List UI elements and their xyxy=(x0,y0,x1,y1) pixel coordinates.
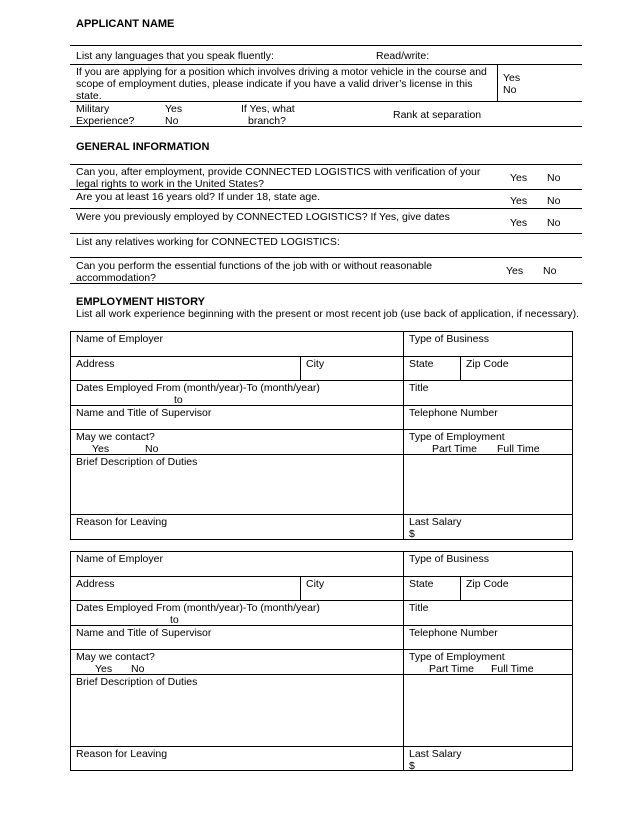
reason-leaving-field[interactable]: Reason for Leaving xyxy=(76,516,168,528)
divider xyxy=(70,649,573,650)
dates-to-label: to xyxy=(174,394,183,406)
driving-yes-option[interactable]: Yes xyxy=(503,72,521,84)
divider xyxy=(70,429,573,430)
full-time-option[interactable]: Full Time xyxy=(497,443,540,455)
divider xyxy=(70,625,573,626)
age-yes-option[interactable]: Yes xyxy=(510,195,528,207)
readwrite-label: Read/write: xyxy=(376,50,430,62)
previous-employment-yes-option[interactable]: Yes xyxy=(510,217,528,229)
employment-type-label: Type of Employment xyxy=(409,431,505,443)
may-contact-label: May we contact? xyxy=(76,651,155,663)
divider xyxy=(403,331,404,540)
driving-no-option[interactable]: No xyxy=(503,84,517,96)
age-no-option[interactable]: No xyxy=(547,195,561,207)
divider xyxy=(70,405,573,406)
contact-no-option[interactable]: No xyxy=(145,443,159,455)
address-field[interactable]: Address xyxy=(76,358,115,370)
military-no-option[interactable]: No xyxy=(165,115,179,127)
full-time-option[interactable]: Full Time xyxy=(491,663,534,675)
duties-field[interactable]: Brief Description of Duties xyxy=(76,676,198,688)
dates-employed-field[interactable]: Dates Employed From (month/year)-To (month/year) xyxy=(76,382,320,394)
divider xyxy=(70,164,582,165)
divider xyxy=(70,514,573,515)
divider xyxy=(300,576,301,600)
branch-label-line2: branch? xyxy=(248,115,286,127)
divider xyxy=(70,64,582,65)
supervisor-field[interactable]: Name and Title of Supervisor xyxy=(76,627,212,639)
driving-license-question: If you are applying for a position which involves driving a motor vehicle in the course and scope of employment duties, please indicate if you have a valid driver’s license in this state. xyxy=(76,66,487,102)
divider xyxy=(70,283,582,284)
military-yes-option[interactable]: Yes xyxy=(165,103,183,115)
state-field[interactable]: State xyxy=(409,358,434,370)
divider xyxy=(70,356,573,357)
age-question: Are you at least 16 years old? If under 18, state age. xyxy=(76,191,320,203)
divider xyxy=(497,64,498,101)
essential-functions-question: Can you perform the essential functions of the job with or without reasonable xyxy=(76,260,433,272)
title-field[interactable]: Title xyxy=(409,382,429,394)
work-rights-yes-option[interactable]: Yes xyxy=(510,172,528,184)
divider xyxy=(70,380,573,381)
applicant-name-heading: APPLICANT NAME xyxy=(76,18,175,30)
divider xyxy=(460,356,461,380)
business-type-field[interactable]: Type of Business xyxy=(409,333,489,345)
essential-functions-yes-option[interactable]: Yes xyxy=(506,265,524,277)
duties-field[interactable]: Brief Description of Duties xyxy=(76,456,198,468)
employer-name-field[interactable]: Name of Employer xyxy=(76,333,163,345)
work-rights-question-line2: legal rights to work in the United States? xyxy=(76,178,264,190)
part-time-option[interactable]: Part Time xyxy=(432,443,477,455)
general-information-heading: GENERAL INFORMATION xyxy=(76,141,210,153)
may-contact-label: May we contact? xyxy=(76,431,155,443)
dollar-sign: $ xyxy=(409,528,415,540)
state-field[interactable]: State xyxy=(409,578,434,590)
zip-code-field[interactable]: Zip Code xyxy=(466,578,509,590)
divider xyxy=(70,101,582,102)
relatives-question: List any relatives working for CONNECTED LOGISTICS: xyxy=(76,236,340,248)
divider xyxy=(70,233,582,234)
title-field[interactable]: Title xyxy=(409,602,429,614)
employment-type-label: Type of Employment xyxy=(409,651,505,663)
divider xyxy=(70,189,582,190)
contact-yes-option[interactable]: Yes xyxy=(92,443,110,455)
dates-to-label: to xyxy=(170,614,179,626)
employment-history-heading: EMPLOYMENT HISTORY xyxy=(76,296,205,308)
divider xyxy=(70,746,573,747)
military-label: Military xyxy=(76,103,110,115)
city-field[interactable]: City xyxy=(306,358,325,370)
work-rights-question: Can you, after employment, provide CONNECTED LOGISTICS with verification of your xyxy=(76,166,481,178)
divider xyxy=(300,356,301,380)
supervisor-field[interactable]: Name and Title of Supervisor xyxy=(76,407,212,419)
business-type-field[interactable]: Type of Business xyxy=(409,553,489,565)
telephone-field[interactable]: Telephone Number xyxy=(409,407,498,419)
divider xyxy=(70,126,582,127)
employer-name-field[interactable]: Name of Employer xyxy=(76,553,163,565)
work-rights-no-option[interactable]: No xyxy=(547,172,561,184)
address-field[interactable]: Address xyxy=(76,578,115,590)
divider xyxy=(70,576,573,577)
city-field[interactable]: City xyxy=(306,578,325,590)
last-salary-field[interactable]: Last Salary xyxy=(409,516,462,528)
divider xyxy=(70,257,582,258)
dollar-sign: $ xyxy=(409,760,415,772)
contact-no-option[interactable]: No xyxy=(131,663,145,675)
essential-functions-no-option[interactable]: No xyxy=(543,265,557,277)
reason-leaving-field[interactable]: Reason for Leaving xyxy=(76,748,168,760)
branch-label: If Yes, what xyxy=(241,103,295,115)
divider xyxy=(70,208,582,209)
divider xyxy=(70,45,582,46)
previous-employment-question: Were you previously employed by CONNECTED LOGISTICS? If Yes, give dates xyxy=(76,211,450,223)
divider xyxy=(403,551,404,771)
previous-employment-no-option[interactable]: No xyxy=(547,217,561,229)
dates-employed-field[interactable]: Dates Employed From (month/year)-To (month/year) xyxy=(76,602,320,614)
last-salary-field[interactable]: Last Salary xyxy=(409,748,462,760)
divider xyxy=(70,600,573,601)
divider xyxy=(460,576,461,600)
zip-code-field[interactable]: Zip Code xyxy=(466,358,509,370)
languages-label: List any languages that you speak fluently: xyxy=(76,50,274,62)
telephone-field[interactable]: Telephone Number xyxy=(409,627,498,639)
rank-label: Rank at separation xyxy=(393,109,482,121)
essential-functions-question-line2: accommodation? xyxy=(76,272,156,284)
part-time-option[interactable]: Part Time xyxy=(429,663,474,675)
employment-history-instructions: List all work experience beginning with the present or most recent job (use back of application, if necessary). xyxy=(76,308,580,320)
contact-yes-option[interactable]: Yes xyxy=(95,663,113,675)
military-label-line2: Experience? xyxy=(76,115,135,127)
